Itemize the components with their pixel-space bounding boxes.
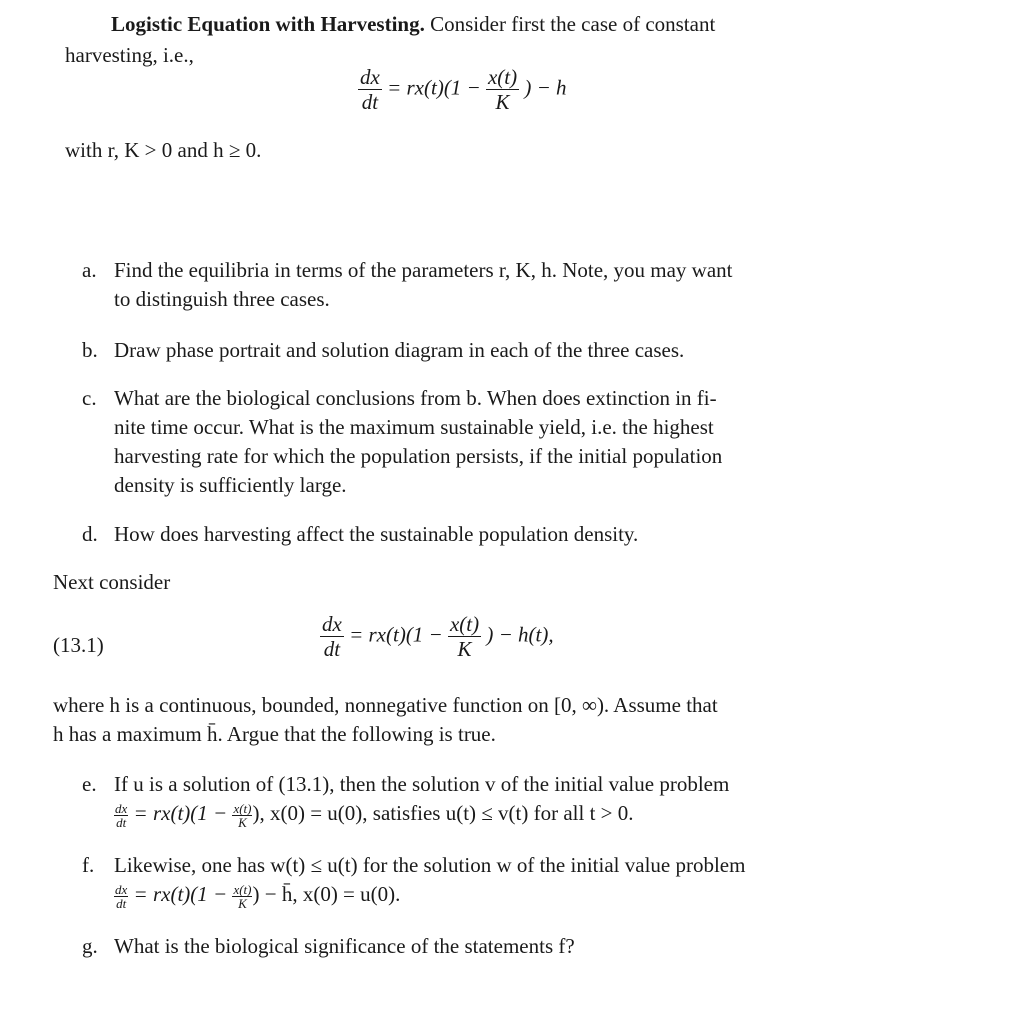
item-line: What is the biological significance of the statements f? bbox=[114, 934, 575, 958]
item-letter: e. bbox=[82, 772, 97, 796]
item-line-math: $\frac{dx}{dt}$ = rx(t)(1 − $\frac{x(t)}{K}$ ), x(0) = u(0), satisfies u(t) ≤ v(t) for all t > 0. bbox=[115, 800, 634, 830]
where-line-2: h has a maximum h̄. Argue that the following is true. bbox=[53, 722, 496, 746]
item-line: How does harvesting affect the sustainable population density. bbox=[114, 522, 639, 546]
item-letter: b. bbox=[82, 338, 98, 362]
next-consider: Next consider bbox=[53, 570, 171, 594]
derivative-fraction: $\frac{dx}{dt}$ bbox=[115, 881, 128, 911]
list-item-d bbox=[82, 520, 912, 549]
item-letter: c. bbox=[82, 386, 97, 410]
item-line: What are the biological conclusions from b. When does extinction in fi- bbox=[114, 386, 717, 410]
list-item-g bbox=[82, 932, 912, 961]
item-line: Find the equilibria in terms of the parameters r, K, h. Note, you may want bbox=[114, 258, 733, 282]
item-line: nite time occur. What is the maximum sustainable yield, i.e. the highest bbox=[114, 415, 714, 439]
equation-label: (13.1) bbox=[53, 633, 104, 657]
list-item-b bbox=[82, 336, 912, 365]
equation-logistic-harvest bbox=[358, 66, 567, 113]
equation-rhs-b: ) − h bbox=[524, 75, 567, 100]
list-item-c bbox=[82, 384, 912, 497]
item-line-math: $\frac{dx}{dt}$ = rx(t)(1 − $\frac{x(t)}{K}$ ) − h̄, x(0) = u(0). bbox=[115, 881, 401, 911]
derivative-fraction: $\frac{dx}{dt}$ bbox=[322, 612, 342, 661]
item-line: harvesting rate for which the population persists, if the initial population bbox=[114, 444, 723, 468]
ratio-fraction: $\frac{x(t)}{K}$ bbox=[233, 881, 252, 911]
parameter-condition: with r, K > 0 and h ≥ 0. bbox=[65, 138, 262, 162]
item-line: density is sufficiently large. bbox=[114, 473, 347, 497]
intro-line-1 bbox=[111, 10, 715, 39]
where-line-1: where h is a continuous, bounded, nonnegative function on [0, ∞). Assume that bbox=[53, 693, 718, 717]
item-line: Draw phase portrait and solution diagram in each of the three cases. bbox=[114, 338, 685, 362]
section-title: Logistic Equation with Harvesting. bbox=[111, 12, 425, 36]
derivative-fraction: $\frac{dx}{dt}$ bbox=[115, 800, 128, 830]
ratio-fraction: $\frac{x(t)}{K}$ bbox=[449, 612, 480, 661]
list-item-a bbox=[82, 256, 912, 311]
item-letter: a. bbox=[82, 258, 97, 282]
ratio-fraction: $\frac{x(t)}{K}$ bbox=[487, 65, 518, 114]
equation-rhs-a: = rx(t)(1 − bbox=[349, 622, 443, 647]
ratio-fraction: $\frac{x(t)}{K}$ bbox=[233, 800, 252, 830]
item-letter: d. bbox=[82, 522, 98, 546]
item-line: to distinguish three cases. bbox=[114, 287, 330, 311]
item-letter: g. bbox=[82, 934, 98, 958]
list-item-e bbox=[82, 770, 912, 830]
equation-rhs-b: ) − h(t), bbox=[486, 622, 554, 647]
item-line: Likewise, one has w(t) ≤ u(t) for the solution w of the initial value problem bbox=[114, 853, 746, 877]
intro-line-2: harvesting, i.e., bbox=[65, 43, 194, 67]
equation-rhs-a: = rx(t)(1 − bbox=[387, 75, 481, 100]
item-line: If u is a solution of (13.1), then the solution v of the initial value problem bbox=[114, 772, 730, 796]
intro-text-1: Consider first the case of constant bbox=[424, 12, 716, 36]
list-item-f bbox=[82, 851, 912, 911]
item-letter: f. bbox=[82, 853, 95, 877]
equation-13-1 bbox=[320, 613, 554, 660]
derivative-fraction: $\frac{dx}{dt}$ bbox=[360, 65, 380, 114]
